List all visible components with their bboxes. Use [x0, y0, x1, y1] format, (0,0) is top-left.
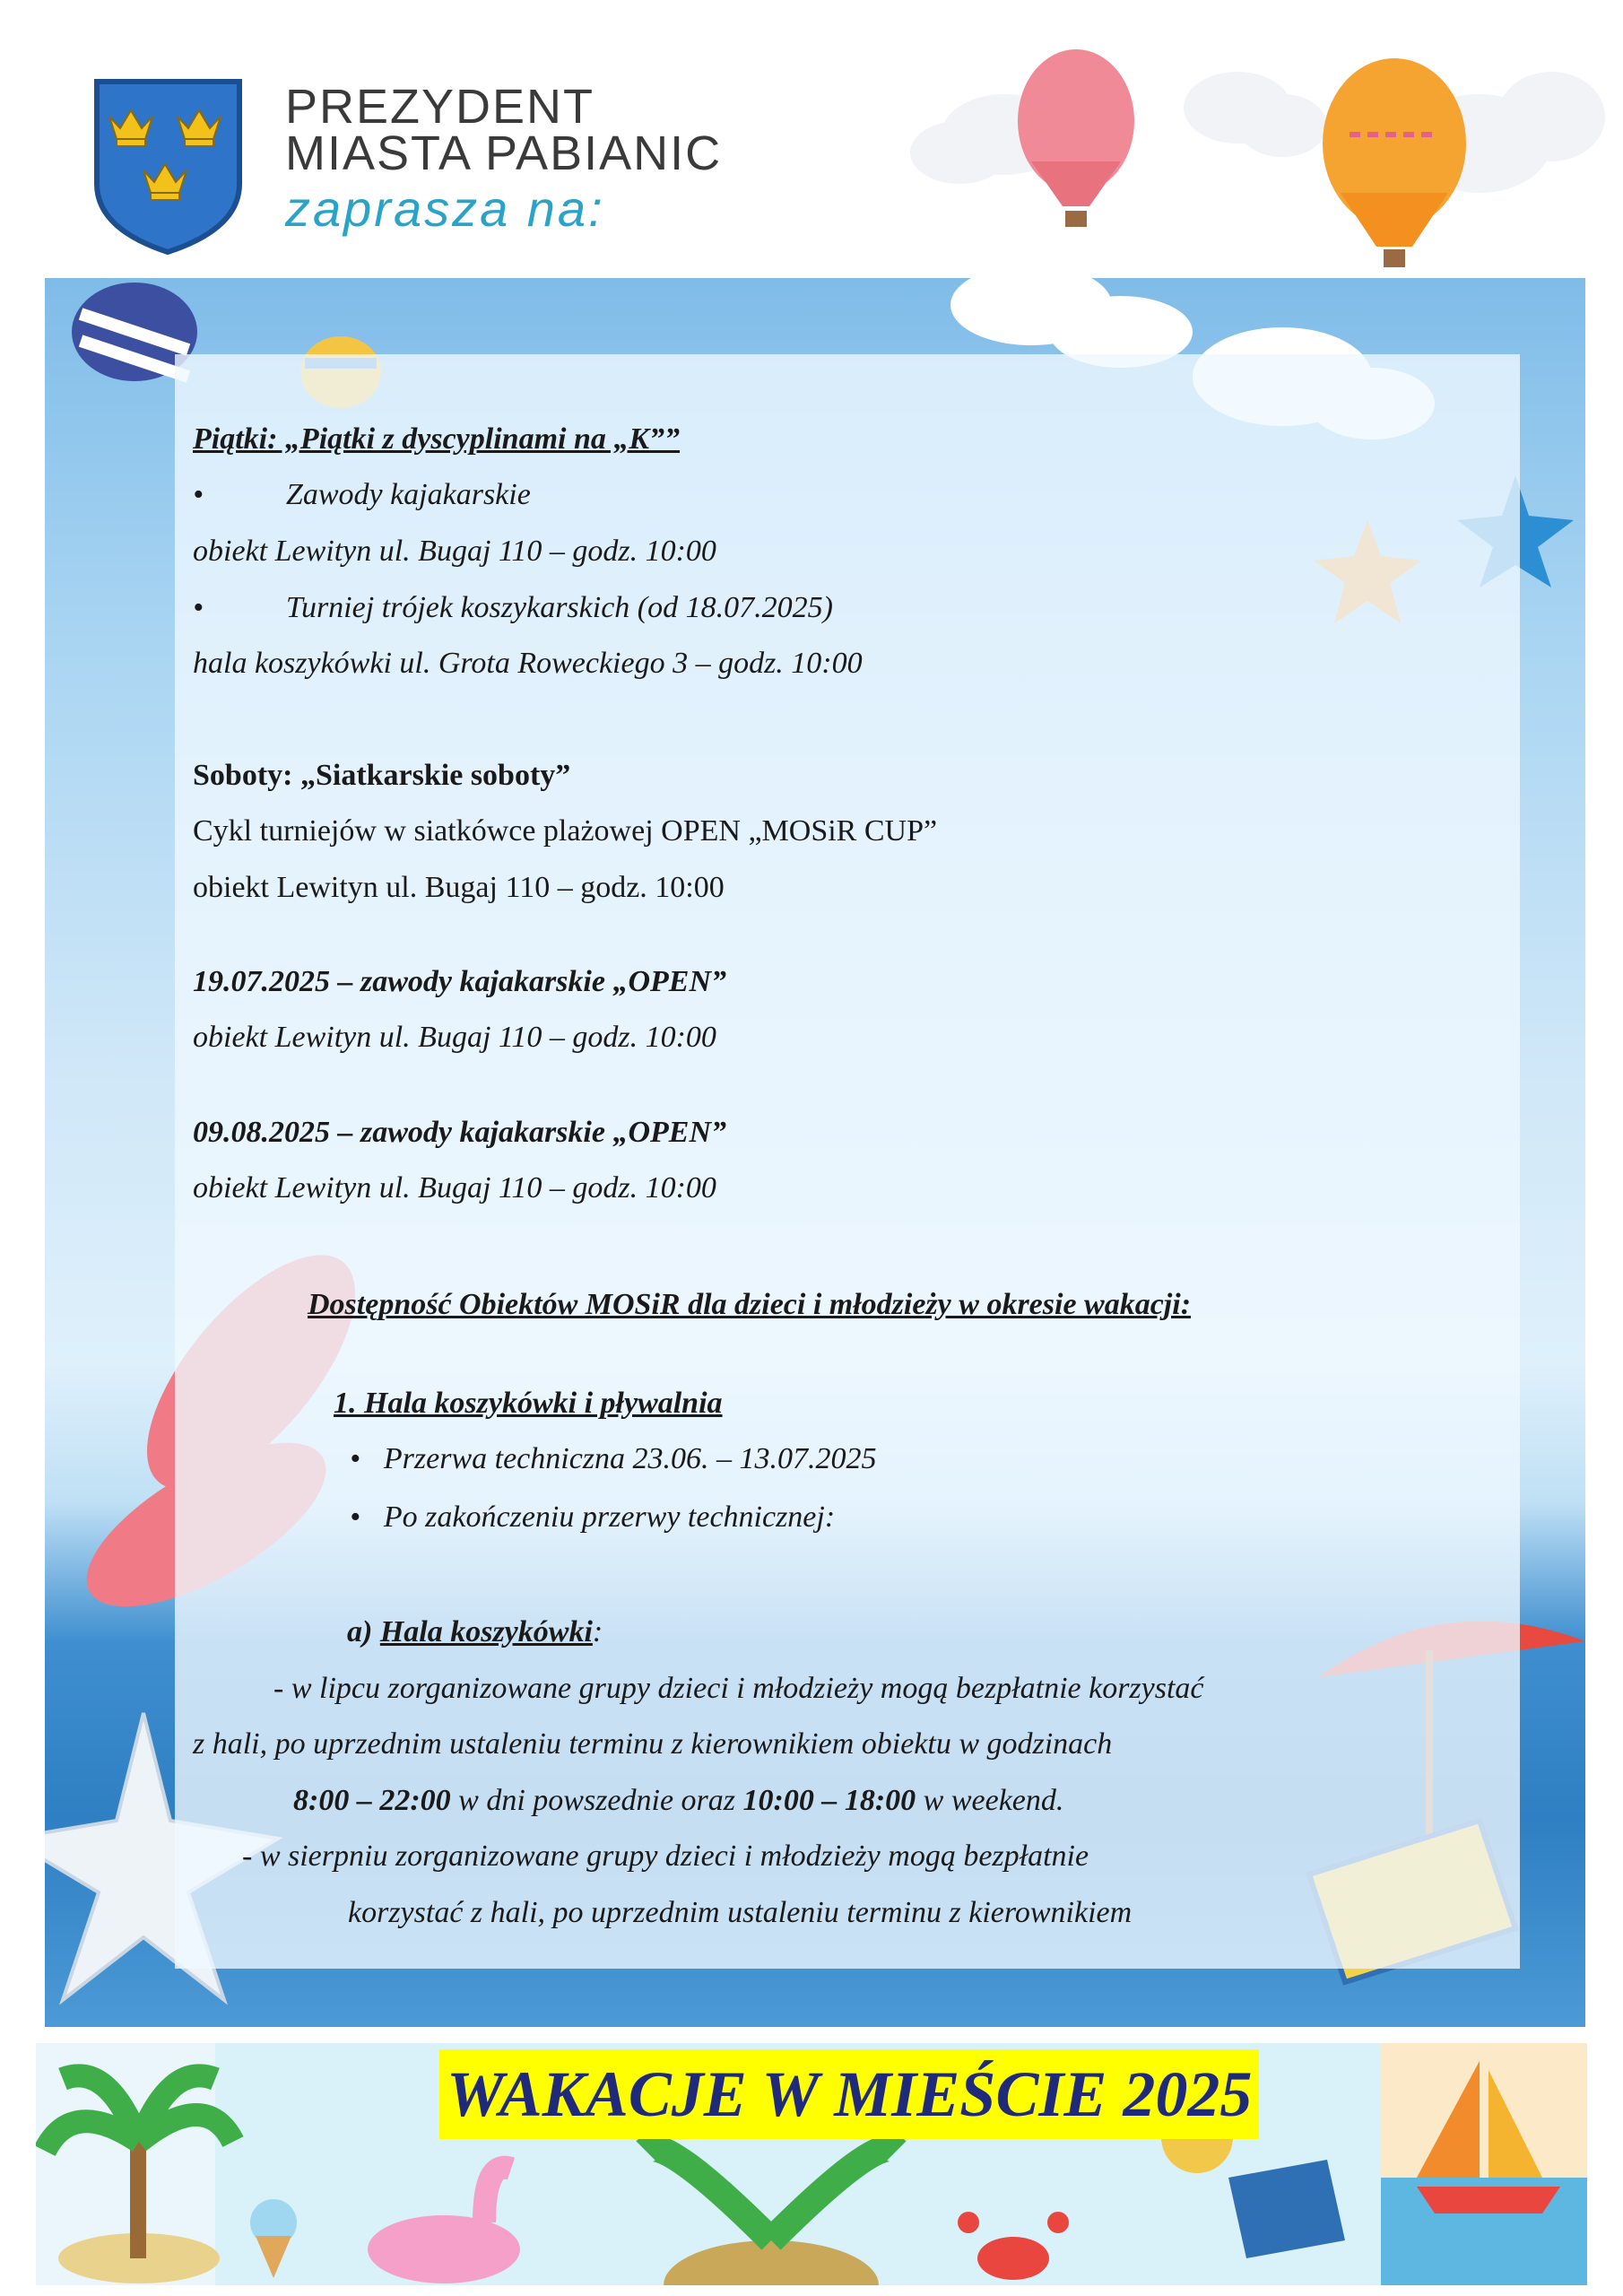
sub-a-title: Hala koszykówki	[379, 1615, 593, 1648]
sub-a-label: a)	[347, 1615, 373, 1648]
event2-place: obiekt Lewityn ul. Bugaj 110 – godz. 10:00	[193, 1171, 716, 1205]
event1-place: obiekt Lewityn ul. Bugaj 110 – godz. 10:00	[193, 1021, 716, 1054]
section1-bullet2	[350, 1500, 835, 1535]
bullet: •	[350, 1500, 360, 1534]
fridays-item1	[193, 477, 531, 513]
july-line1: - w lipcu zorganizowane grupy dzieci i młodzieży mogą bezpłatnie korzystać	[273, 1672, 1204, 1705]
fridays-item2-place: hala koszykówki ul. Grota Roweckiego 3 – godz. 10:00	[193, 647, 863, 680]
header-title-line2: MIASTA PABIANIC	[285, 126, 723, 180]
section1-bullet1	[350, 1441, 877, 1477]
hours-end: w weekend.	[916, 1784, 1064, 1817]
header-invite: zaprasza na:	[285, 180, 605, 237]
fridays-item1-place: obiekt Lewityn ul. Bugaj 110 – godz. 10:00	[193, 535, 716, 568]
fridays-item2	[193, 590, 833, 626]
section1-title: 1. Hala koszykówki i pływalnia	[334, 1387, 723, 1420]
bullet: •	[350, 1442, 360, 1475]
event1-title: 19.07.2025 – zawody kajakarskie „OPEN”	[193, 965, 726, 998]
fridays-item1-text: Zawody kajakarskie	[285, 478, 531, 511]
header-title-line1: PREZYDENT	[285, 80, 595, 134]
section1-bullet2-text: Po zakończeniu przerwy technicznej:	[383, 1500, 836, 1534]
sub-a-heading	[347, 1614, 603, 1650]
august-line1: - w sierpniu zorganizowane grupy dzieci i młodzieży mogą bezpłatnie	[242, 1839, 1089, 1873]
august-line2: korzystać z hali, po uprzednim ustaleniu terminu z kierownikiem	[348, 1896, 1133, 1929]
sub-a-colon: :	[592, 1615, 603, 1648]
section1-bullet1-text: Przerwa techniczna 23.06. – 13.07.2025	[383, 1442, 877, 1475]
saturdays-title: Soboty: „Siatkarskie soboty”	[193, 759, 571, 792]
availability-heading: Dostępność Obiektów MOSiR dla dzieci i młodzieży w okresie wakacji:	[308, 1288, 1192, 1321]
event2-title: 09.08.2025 – zawody kajakarskie „OPEN”	[193, 1116, 726, 1149]
city-coat-of-arms	[90, 76, 247, 256]
fridays-item2-text: Turniej trójek koszykarskich (od 18.07.2025)	[285, 591, 833, 624]
bullet: •	[193, 478, 204, 511]
fridays-title: Piątki: „Piątki z dyscyplinami na „K””	[193, 422, 681, 456]
header-balloons-decoration	[897, 36, 1605, 278]
hours-line	[293, 1783, 1063, 1819]
hours-weekend: 10:00 – 18:00	[742, 1784, 916, 1817]
hours-weekday: 8:00 – 22:00	[293, 1784, 451, 1817]
saturdays-line2: obiekt Lewityn ul. Bugaj 110 – godz. 10:00	[193, 871, 725, 904]
hours-mid: w dni powszednie oraz	[450, 1784, 743, 1817]
saturdays-line1: Cykl turniejów w siatkówce plażowej OPEN „MOSiR CUP”	[193, 814, 938, 848]
july-line2: z hali, po uprzednim ustaleniu terminu z kierownikiem obiektu w godzinach	[193, 1727, 1113, 1761]
bullet: •	[193, 591, 204, 624]
banner-title: WAKACJE W MIEŚCIE 2025	[439, 2049, 1259, 2139]
